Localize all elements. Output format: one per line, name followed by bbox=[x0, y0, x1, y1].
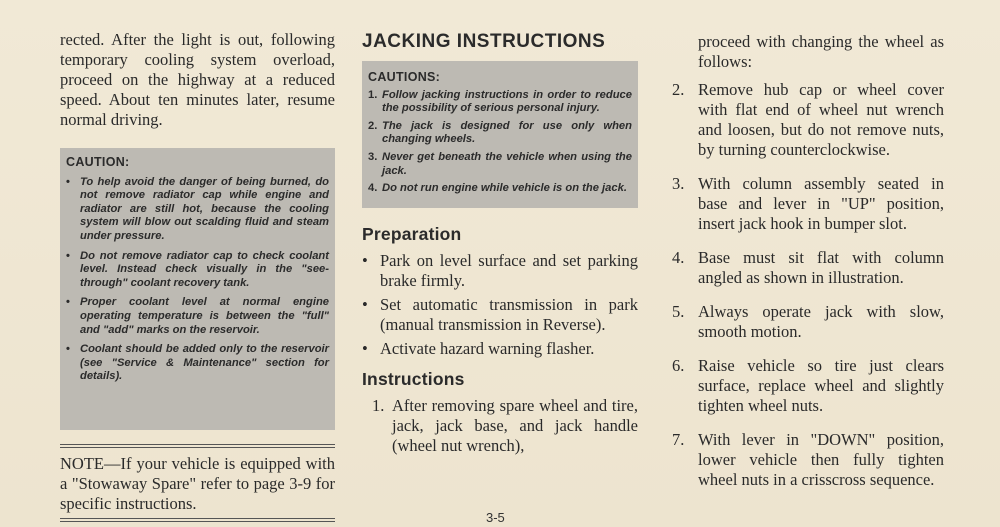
instruction-step: 1. After removing spare wheel and tire, jack, jack base, and jack handle (wheel nut wrench), bbox=[372, 395, 638, 455]
caution-item: 1. Follow jacking instructions in order to reduce the possibility of serious personal injury. bbox=[368, 88, 632, 115]
caution-item: • Proper coolant level at normal engine operating temperature is between the "full" and "add" marks on the reservoir. bbox=[66, 296, 329, 336]
instruction-step: 2. Remove hub cap or wheel cover with flat end of wheel nut wrench and loosen, but do not remove nuts, by turning counterclockwise. bbox=[672, 80, 944, 159]
middle-column bbox=[362, 0, 638, 456]
left-column bbox=[60, 0, 335, 522]
instruction-step: 7. With lever in "DOWN" position, lower vehicle then fully tighten wheel nuts in a crisscross sequence. bbox=[672, 430, 944, 489]
instruction-step: 6. Raise vehicle so tire just clears surface, replace wheel and slightly tighten wheel nuts. bbox=[672, 356, 944, 415]
caution-item: • Do not remove radiator cap to check coolant level. Instead check visually in the "see-through" coolant recovery tank. bbox=[66, 249, 329, 289]
cautions-box bbox=[362, 61, 638, 208]
divider bbox=[60, 444, 335, 448]
preparation-heading: Preparation bbox=[362, 223, 462, 244]
instruction-step: 5. Always operate jack with slow, smooth motion. bbox=[672, 302, 944, 341]
note-block bbox=[60, 444, 335, 522]
preparation-item: • Park on level surface and set parking brake firmly. bbox=[362, 250, 638, 290]
steps-list bbox=[672, 80, 944, 490]
right-column bbox=[672, 0, 944, 490]
intro-paragraph: rected. After the light is out, following temporary cooling system overload, proceed on the highway at a reduced speed. About ten minutes later, resume normal driving. bbox=[60, 30, 335, 129]
stowaway-note: NOTE—If your vehicle is equipped with a "Stowaway Spare" refer to page 3-9 for specific instructions. bbox=[60, 454, 335, 513]
caution-item: 3. Never get beneath the vehicle when using the jack. bbox=[368, 150, 632, 177]
cautions-title: CAUTIONS: bbox=[368, 70, 441, 84]
instructions-heading: Instructions bbox=[362, 368, 465, 389]
caution-item: 2. The jack is designed for use only when changing wheels. bbox=[368, 119, 632, 146]
caution-item: • Coolant should be added only to the reservoir (see "Service & Maintenance" section for details). bbox=[66, 343, 329, 383]
caution-item: • To help avoid the danger of being burned, do not remove radiator cap while engine and radiator are still hot, because the cooling system will blow out scalding fluid and steam under pressure. bbox=[66, 175, 329, 242]
caution-title: CAUTION: bbox=[66, 155, 130, 169]
caution-box bbox=[60, 148, 335, 430]
preparation-item: • Set automatic transmission in park (manual transmission in Reverse). bbox=[362, 294, 638, 334]
page-number: 3-5 bbox=[486, 510, 505, 525]
caution-item: 4. Do not run engine while vehicle is on the jack. bbox=[368, 182, 627, 195]
section-title: JACKING INSTRUCTIONS bbox=[362, 31, 606, 52]
divider bbox=[60, 518, 335, 522]
instruction-step: 4. Base must sit flat with column angled as shown in illustration. bbox=[672, 248, 944, 287]
preparation-item: • Activate hazard warning flasher. bbox=[362, 338, 595, 358]
continuation-text: proceed with changing the wheel as follows: bbox=[698, 32, 944, 71]
instruction-step: 3. With column assembly seated in base and lever in "UP" position, insert jack hook in bumper slot. bbox=[672, 174, 944, 233]
